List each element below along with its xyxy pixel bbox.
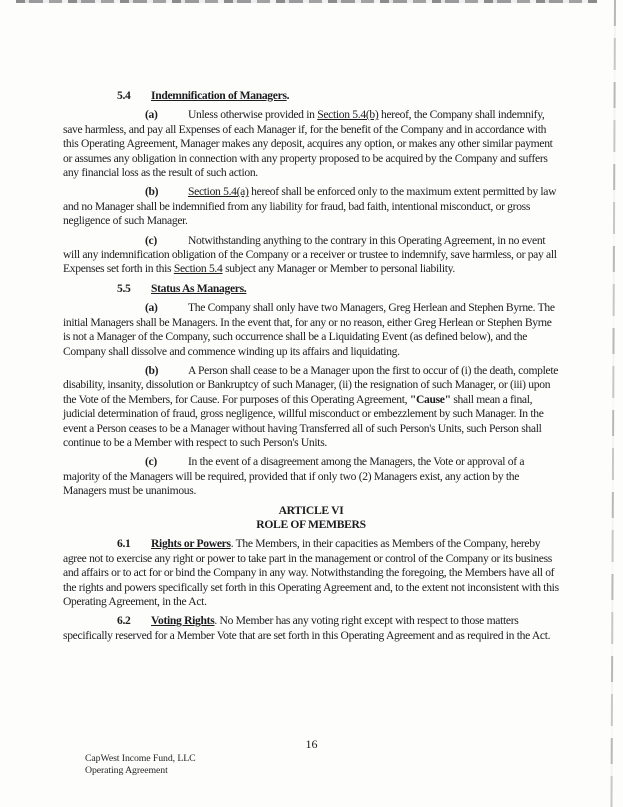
- paragraph-text: The Company shall only have two Managers, Greg Herlean and Stephen Byrne. The initial Managers shall be Managers. In the event that, for any or no reason, either Greg Herlean or Stephen Byrne is not a Manager of the Company, such occurrence shall be a Liquidating Event (as defined below), and the Company shall dissolve and commence winding up its affairs and liquidating.: [63, 301, 555, 358]
- paragraph-text: shall mean a final, judicial determination of fraud, gross negligence, willful misconduct or embezzlement by such Manager. In the event a Person ceases to be a Manager without having Transferred all of such Person's Units, such Person shall continue to be a Member with respect to such Person's Units.: [63, 392, 544, 449]
- scanner-streak-right: [610, 0, 615, 807]
- footer-document-title: Operating Agreement: [85, 765, 168, 776]
- section-5-5-heading: [63, 282, 559, 296]
- paragraph-label: (b): [145, 363, 159, 377]
- section-5-4-heading: [63, 89, 559, 103]
- defined-term-cause: "Cause": [409, 392, 451, 406]
- paragraph-label: (a): [145, 108, 158, 122]
- section-6-1-paragraph: [63, 537, 559, 609]
- paragraph-label: (a): [145, 301, 158, 315]
- page-content: [63, 89, 559, 648]
- paragraph-5-4-a: [63, 108, 559, 180]
- section-title-period: .: [286, 89, 290, 102]
- paragraph-text: In the event of a disagreement among the Managers, the Vote or approval of a majority of the Managers will be required, provided that if only two (2) Managers exist, any action by the Managers must be unanimous.: [63, 455, 525, 498]
- section-number: 5.5: [117, 281, 131, 295]
- section-number: 5.4: [117, 89, 131, 102]
- section-reference: Section 5.4(b): [317, 108, 379, 122]
- article-title-line: ROLE OF MEMBERS: [256, 517, 366, 531]
- paragraph-5-5-b: [63, 364, 559, 450]
- paragraph-text: A Person shall cease to be a Manager upon the first to occur of (i) the death, complete disability, insanity, dissolution or Bankruptcy of such Manager, (ii) the resignation of such Manager, or (iii) upon the Vote of the Members, for Cause. For purposes of this Operating Agreement,: [63, 363, 559, 406]
- document-footer: [85, 753, 196, 777]
- scanner-edge-artifact-top: [16, 0, 597, 3]
- section-title: Status As Managers.: [151, 281, 247, 295]
- section-title: Rights or Powers: [151, 537, 231, 551]
- section-6-2-paragraph: [63, 614, 559, 643]
- paragraph-text: subject any Manager or Member to personal liability.: [222, 262, 455, 276]
- article-number-line: ARTICLE VI: [278, 503, 344, 517]
- section-title: Voting Rights: [151, 614, 215, 628]
- paragraph-text: Notwithstanding anything to the contrary in this Operating Agreement, in no event will any indemnification obligation of the Company or a receiver or trustee to indemnify, save harmless, or pay all Expenses set forth in this: [63, 233, 557, 276]
- paragraph-5-4-b: [63, 185, 559, 228]
- paragraph-text: hereof, the Company shall indemnify, save harmless, and pay all Expenses of each Manager if, for the benefit of the Company and in accordance with this Operating Agreement, Manager makes any deposit, acquires any option, or makes any other similar payment or assumes any obligation in connection with any property proposed to be acquired by the Company and suffers any financial loss as the result of such action.: [63, 108, 553, 180]
- page-number: 16: [305, 737, 318, 751]
- paragraph-label: (c): [145, 233, 157, 247]
- section-title: Indemnification of Managers: [151, 89, 287, 102]
- paragraph-text: . The Members, in their capacities as Members of the Company, hereby agree not to exercise any right or power to take part in the management or control of the Company or its business and affairs or to act for or bind the Company in any way. Notwithstanding the foregoing, the Members have all of the rights and powers specifically set forth in this Operating Agreement and, to the extent not inconsistent with this Operating Agreement, in the Act.: [63, 537, 559, 608]
- section-number: 6.2: [117, 614, 131, 628]
- footer-company-name: CapWest Income Fund, LLC: [85, 753, 196, 764]
- paragraph-text: Unless otherwise provided in: [188, 108, 318, 122]
- paragraph-5-4-c: [63, 234, 559, 277]
- section-number: 6.1: [117, 537, 131, 551]
- article-6-heading: [63, 504, 559, 533]
- paragraph-label: (c): [145, 455, 157, 469]
- section-reference: Section 5.4: [173, 262, 223, 276]
- paragraph-5-5-a: [63, 301, 559, 359]
- paragraph-text: hereof shall be enforced only to the maximum extent permitted by law and no Manager shall be indemnified from any liability for fraud, bad faith, intentional misconduct, or gross negligence of such Manager.: [63, 185, 557, 228]
- paragraph-text: . No Member has any voting right except with respect to those matters specifically reserved for a Member Vote that are set forth in this Operating Agreement and as required in the Act.: [63, 614, 551, 642]
- paragraph-5-5-c: [63, 455, 559, 498]
- section-reference: Section 5.4(a): [188, 185, 249, 199]
- paragraph-label: (b): [145, 185, 159, 199]
